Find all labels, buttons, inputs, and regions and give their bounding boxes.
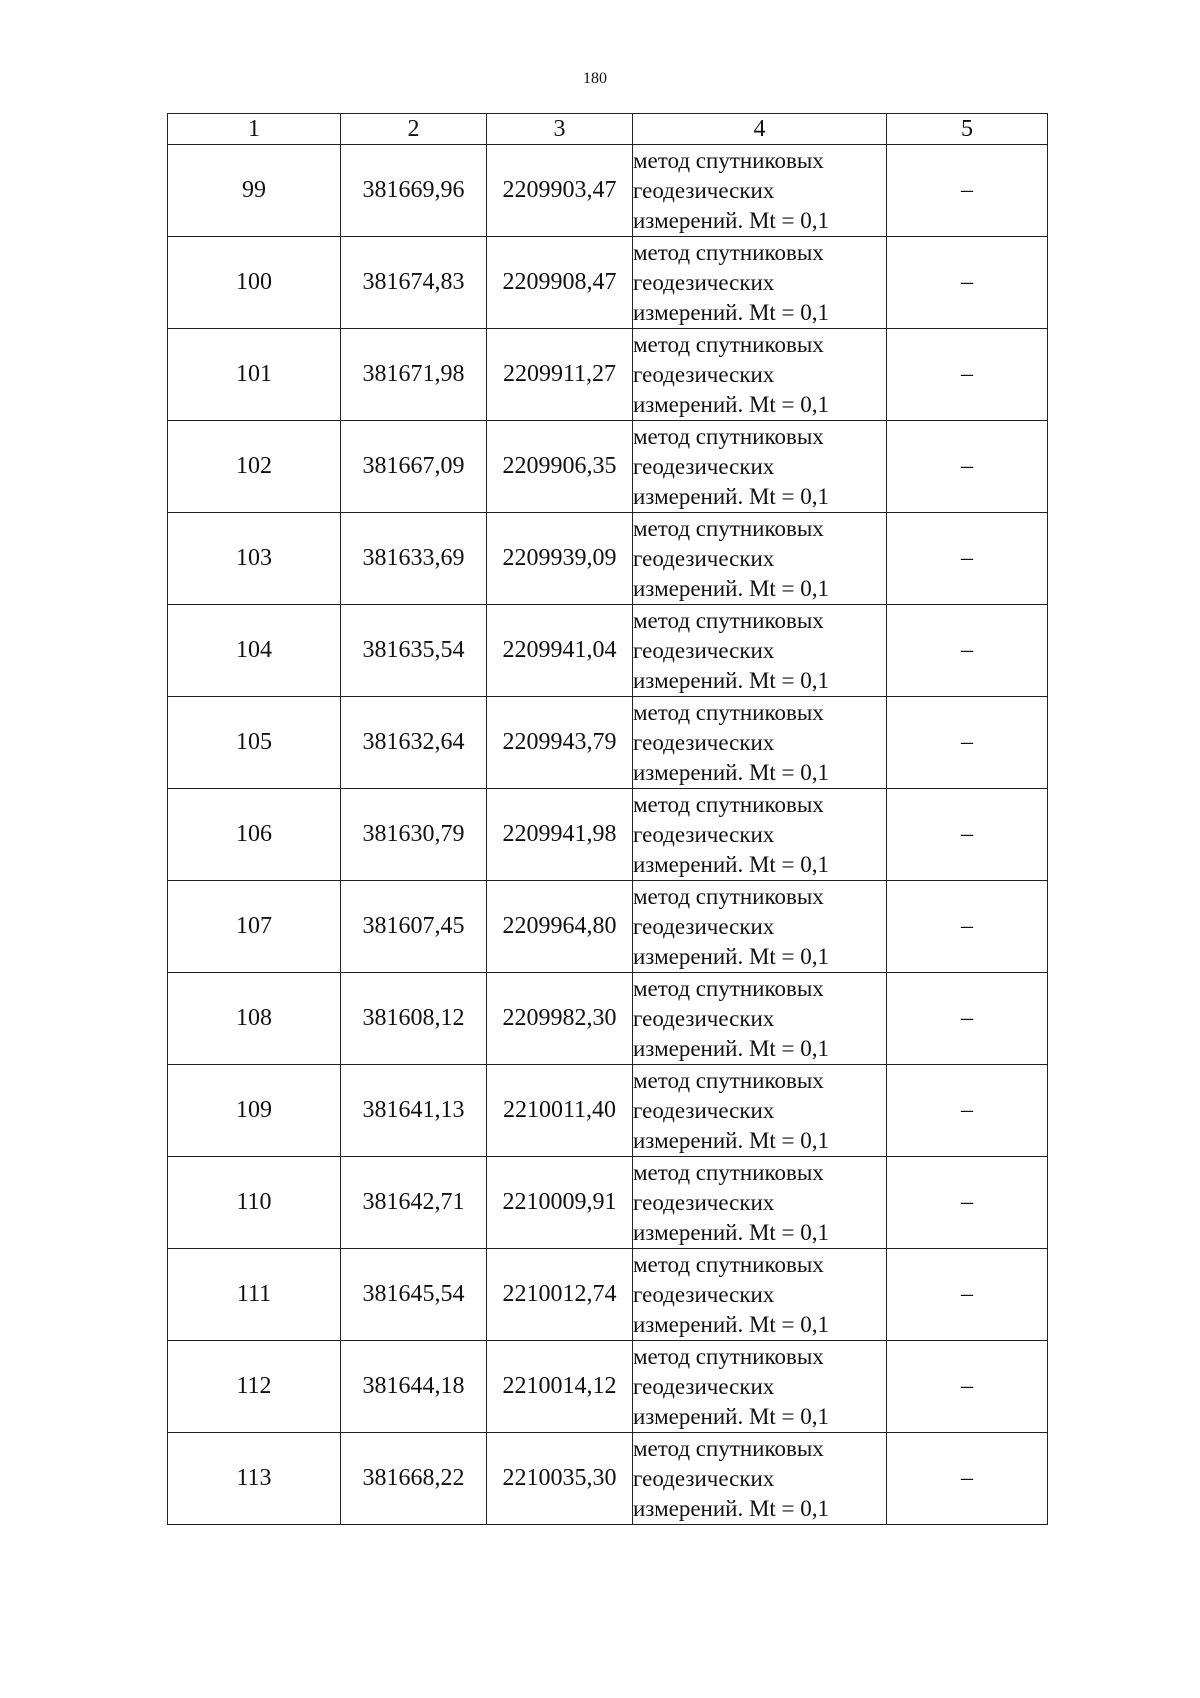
note-cell: – xyxy=(887,605,1048,697)
x-coordinate-cell: 381633,69 xyxy=(341,513,487,605)
column-header: 3 xyxy=(487,114,633,145)
table-row xyxy=(168,881,1048,973)
x-coordinate-cell: 381671,98 xyxy=(341,329,487,421)
point-number-cell: 112 xyxy=(168,1341,341,1433)
table-row xyxy=(168,421,1048,513)
method-cell xyxy=(633,1341,887,1433)
method-line: измерений. Mt = 0,1 xyxy=(633,1403,830,1429)
method-line: геодезических xyxy=(633,269,775,295)
table-row xyxy=(168,789,1048,881)
y-coordinate-cell: 2210014,12 xyxy=(487,1341,633,1433)
method-line: метод спутниковых xyxy=(633,331,824,357)
column-header: 4 xyxy=(633,114,887,145)
method-line: геодезических xyxy=(633,177,775,203)
y-coordinate-cell: 2209911,27 xyxy=(487,329,633,421)
method-line: геодезических xyxy=(633,1373,775,1399)
method-line: геодезических xyxy=(633,1005,775,1031)
method-cell xyxy=(633,973,887,1065)
note-cell: – xyxy=(887,237,1048,329)
y-coordinate-cell: 2210009,91 xyxy=(487,1157,633,1249)
x-coordinate-cell: 381674,83 xyxy=(341,237,487,329)
method-line: метод спутниковых xyxy=(633,975,824,1001)
point-number-cell: 105 xyxy=(168,697,341,789)
y-coordinate-cell: 2209941,04 xyxy=(487,605,633,697)
point-number-cell: 108 xyxy=(168,973,341,1065)
point-number-cell: 109 xyxy=(168,1065,341,1157)
note-cell: – xyxy=(887,1249,1048,1341)
method-line: геодезических xyxy=(633,1097,775,1123)
table-row xyxy=(168,1249,1048,1341)
method-line: измерений. Mt = 0,1 xyxy=(633,851,830,877)
coordinates-table xyxy=(167,113,1048,1525)
method-line: измерений. Mt = 0,1 xyxy=(633,759,830,785)
note-cell: – xyxy=(887,1433,1048,1525)
note-cell: – xyxy=(887,329,1048,421)
table-header xyxy=(168,114,1048,145)
method-cell xyxy=(633,1433,887,1525)
method-line: метод спутниковых xyxy=(633,1435,824,1461)
point-number-cell: 107 xyxy=(168,881,341,973)
method-cell xyxy=(633,237,887,329)
column-header: 5 xyxy=(887,114,1048,145)
y-coordinate-cell: 2210011,40 xyxy=(487,1065,633,1157)
method-line: измерений. Mt = 0,1 xyxy=(633,391,830,417)
x-coordinate-cell: 381641,13 xyxy=(341,1065,487,1157)
table-row xyxy=(168,1433,1048,1525)
method-line: метод спутниковых xyxy=(633,239,824,265)
page-number: 180 xyxy=(583,70,607,87)
note-cell: – xyxy=(887,789,1048,881)
method-line: геодезических xyxy=(633,1189,775,1215)
y-coordinate-cell: 2209908,47 xyxy=(487,237,633,329)
y-coordinate-cell: 2209941,98 xyxy=(487,789,633,881)
point-number-cell: 106 xyxy=(168,789,341,881)
method-cell xyxy=(633,1157,887,1249)
note-cell: – xyxy=(887,1065,1048,1157)
method-cell xyxy=(633,605,887,697)
table-row xyxy=(168,1065,1048,1157)
table-row xyxy=(168,145,1048,237)
column-header: 2 xyxy=(341,114,487,145)
table-row xyxy=(168,605,1048,697)
y-coordinate-cell: 2210012,74 xyxy=(487,1249,633,1341)
method-line: измерений. Mt = 0,1 xyxy=(633,299,830,325)
method-line: измерений. Mt = 0,1 xyxy=(633,667,830,693)
method-line: геодезических xyxy=(633,453,775,479)
note-cell: – xyxy=(887,1157,1048,1249)
method-cell xyxy=(633,789,887,881)
method-line: геодезических xyxy=(633,637,775,663)
method-line: метод спутниковых xyxy=(633,1067,824,1093)
method-line: геодезических xyxy=(633,1465,775,1491)
method-line: метод спутниковых xyxy=(633,699,824,725)
point-number-cell: 111 xyxy=(168,1249,341,1341)
method-cell xyxy=(633,421,887,513)
table-row xyxy=(168,1341,1048,1433)
y-coordinate-cell: 2210035,30 xyxy=(487,1433,633,1525)
y-coordinate-cell: 2209903,47 xyxy=(487,145,633,237)
method-line: измерений. Mt = 0,1 xyxy=(633,1127,830,1153)
y-coordinate-cell: 2209982,30 xyxy=(487,973,633,1065)
point-number-cell: 103 xyxy=(168,513,341,605)
note-cell: – xyxy=(887,973,1048,1065)
method-line: измерений. Mt = 0,1 xyxy=(633,1495,830,1521)
method-line: геодезических xyxy=(633,545,775,571)
point-number-cell: 101 xyxy=(168,329,341,421)
note-cell: – xyxy=(887,1341,1048,1433)
method-line: измерений. Mt = 0,1 xyxy=(633,575,830,601)
table-row xyxy=(168,329,1048,421)
table-row xyxy=(168,973,1048,1065)
y-coordinate-cell: 2209943,79 xyxy=(487,697,633,789)
point-number-cell: 102 xyxy=(168,421,341,513)
header-row xyxy=(168,114,1048,145)
table-row xyxy=(168,697,1048,789)
x-coordinate-cell: 381668,22 xyxy=(341,1433,487,1525)
note-cell: – xyxy=(887,513,1048,605)
y-coordinate-cell: 2209906,35 xyxy=(487,421,633,513)
y-coordinate-cell: 2209964,80 xyxy=(487,881,633,973)
x-coordinate-cell: 381669,96 xyxy=(341,145,487,237)
y-coordinate-cell: 2209939,09 xyxy=(487,513,633,605)
x-coordinate-cell: 381632,64 xyxy=(341,697,487,789)
method-line: измерений. Mt = 0,1 xyxy=(633,1035,830,1061)
x-coordinate-cell: 381644,18 xyxy=(341,1341,487,1433)
method-line: метод спутниковых xyxy=(633,423,824,449)
method-cell xyxy=(633,1249,887,1341)
method-line: геодезических xyxy=(633,729,775,755)
table-row xyxy=(168,1157,1048,1249)
x-coordinate-cell: 381667,09 xyxy=(341,421,487,513)
x-coordinate-cell: 381642,71 xyxy=(341,1157,487,1249)
method-line: метод спутниковых xyxy=(633,791,824,817)
x-coordinate-cell: 381607,45 xyxy=(341,881,487,973)
method-line: геодезических xyxy=(633,1281,775,1307)
method-line: метод спутниковых xyxy=(633,147,824,173)
method-cell xyxy=(633,1065,887,1157)
method-line: геодезических xyxy=(633,913,775,939)
method-line: измерений. Mt = 0,1 xyxy=(633,1219,830,1245)
x-coordinate-cell: 381630,79 xyxy=(341,789,487,881)
method-line: геодезических xyxy=(633,821,775,847)
method-cell xyxy=(633,329,887,421)
method-line: геодезических xyxy=(633,361,775,387)
point-number-cell: 100 xyxy=(168,237,341,329)
method-line: метод спутниковых xyxy=(633,515,824,541)
method-cell xyxy=(633,513,887,605)
note-cell: – xyxy=(887,881,1048,973)
method-line: метод спутниковых xyxy=(633,1251,824,1277)
table-body xyxy=(168,145,1048,1525)
column-header: 1 xyxy=(168,114,341,145)
method-line: метод спутниковых xyxy=(633,607,824,633)
point-number-cell: 110 xyxy=(168,1157,341,1249)
method-line: метод спутниковых xyxy=(633,1159,824,1185)
point-number-cell: 113 xyxy=(168,1433,341,1525)
x-coordinate-cell: 381645,54 xyxy=(341,1249,487,1341)
method-cell xyxy=(633,145,887,237)
table-row xyxy=(168,237,1048,329)
method-line: измерений. Mt = 0,1 xyxy=(633,207,830,233)
method-line: метод спутниковых xyxy=(633,1343,824,1369)
method-line: измерений. Mt = 0,1 xyxy=(633,943,830,969)
table-row xyxy=(168,513,1048,605)
method-cell xyxy=(633,881,887,973)
note-cell: – xyxy=(887,145,1048,237)
method-line: метод спутниковых xyxy=(633,883,824,909)
method-line: измерений. Mt = 0,1 xyxy=(633,1311,830,1337)
x-coordinate-cell: 381635,54 xyxy=(341,605,487,697)
point-number-cell: 99 xyxy=(168,145,341,237)
method-cell xyxy=(633,697,887,789)
note-cell: – xyxy=(887,697,1048,789)
x-coordinate-cell: 381608,12 xyxy=(341,973,487,1065)
note-cell: – xyxy=(887,421,1048,513)
method-line: измерений. Mt = 0,1 xyxy=(633,483,830,509)
point-number-cell: 104 xyxy=(168,605,341,697)
